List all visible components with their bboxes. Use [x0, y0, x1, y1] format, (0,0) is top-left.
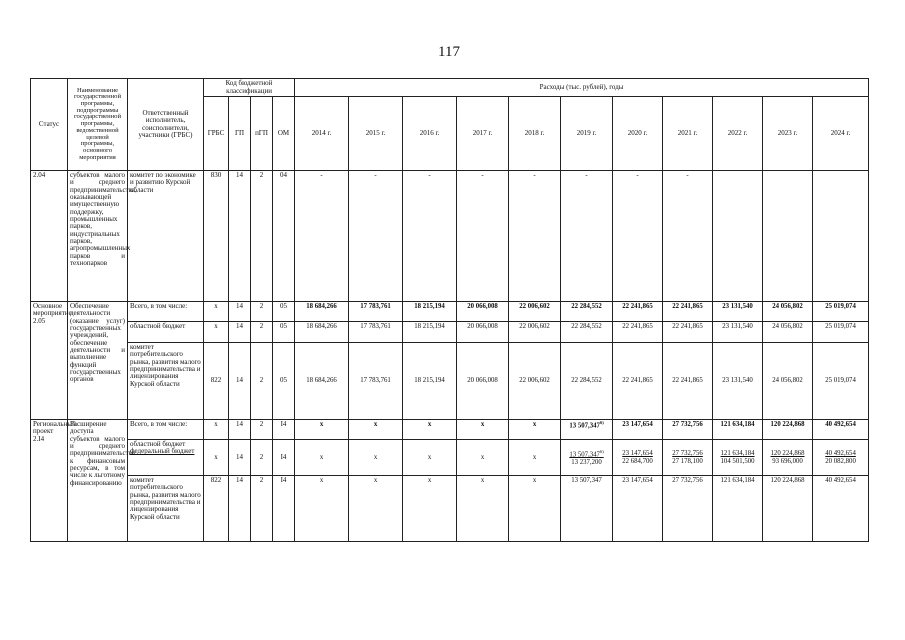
code-cell: 2	[251, 302, 273, 322]
value-text: 13 507,347	[569, 450, 600, 458]
header-year: 2018 г.	[509, 97, 561, 171]
value-cell	[713, 171, 763, 302]
value-cell: 40 492,654	[813, 420, 869, 440]
header-year: 2024 г.	[813, 97, 869, 171]
value-cell: -	[403, 171, 457, 302]
code-cell: х	[204, 322, 229, 343]
value-cell: 20 066,008	[457, 322, 509, 343]
header-name: Наименование государственной программы, подпрограммы государственной программы, ведомственной целевой программы, основного мероприятия	[68, 79, 128, 171]
value-cell: 17 783,761	[349, 343, 403, 420]
value-cell: 22 241,865	[613, 302, 663, 322]
header-year: 2014 г.	[295, 97, 349, 171]
value-cell: 27 732,756	[663, 420, 713, 440]
value-cell: 13 507,347	[561, 476, 613, 542]
value-cell: 18 215,194	[403, 322, 457, 343]
code-cell: 14	[229, 420, 251, 440]
value-cell: 18 215,194	[403, 343, 457, 420]
value-cell: 22 006,602	[509, 302, 561, 322]
value-cell: х	[349, 420, 403, 440]
code-cell: 2	[251, 440, 273, 476]
federal-value: 20 082,800	[825, 457, 856, 465]
value-cell: 23 147,654	[613, 476, 663, 542]
value-cell: 40 492,654	[813, 476, 869, 542]
row-status: Региональный проект 2.I4	[31, 420, 68, 542]
code-cell: 04	[273, 171, 295, 302]
value-cell	[713, 440, 763, 476]
row-responsible: комитет потребительского рынка, развития малого предпринимательства и лицензирования Курской области	[128, 476, 204, 542]
code-cell: I4	[273, 476, 295, 542]
value-cell: 20 066,008	[457, 343, 509, 420]
table-row	[31, 343, 869, 420]
value-cell: х	[295, 420, 349, 440]
header-year: 2022 г.	[713, 97, 763, 171]
row-responsible: комитет потребительского рынка, развития малого предпринимательства и лицензирования Курской области	[128, 343, 204, 420]
code-cell: I4	[273, 440, 295, 476]
header-year: 2020 г.	[613, 97, 663, 171]
value-cell: 24 056,802	[763, 302, 813, 322]
value-cell: -	[457, 171, 509, 302]
regional-value: 121 634,184	[720, 449, 755, 457]
code-cell: 05	[273, 322, 295, 343]
value-cell: 22 241,865	[613, 343, 663, 420]
header-year: 2016 г.	[403, 97, 457, 171]
value-cell: х	[349, 476, 403, 542]
row-name: Обеспечение деятельности (оказание услуг) государственных учреждений, обеспечение деятельности и выполнение функций государственных органов	[68, 302, 128, 420]
code-cell: I4	[273, 420, 295, 440]
table-row	[31, 420, 869, 440]
row-responsible: комитет по экономике и развитию Курской области	[128, 171, 204, 302]
value-cell: 25 019,074	[813, 322, 869, 343]
footnote-mark: 6)	[599, 420, 604, 425]
value-cell: 17 783,761	[349, 302, 403, 322]
value-cell: х	[457, 476, 509, 542]
value-cell: 22 284,552	[561, 322, 613, 343]
value-cell: 23 131,540	[713, 343, 763, 420]
code-cell: 830	[204, 171, 229, 302]
value-cell: 25 019,074	[813, 302, 869, 322]
value-cell: 18 684,266	[295, 322, 349, 343]
value-cell: х	[457, 440, 509, 476]
header-year: 2015 г.	[349, 97, 403, 171]
value-cell: 18 684,266	[295, 343, 349, 420]
value-cell	[561, 440, 613, 476]
row-name: субъектов малого и среднего предпринимательства, оказывающей имущественную поддержку, промышленных парков, индустриальных парков, агропромышленных парков и технопарков	[68, 171, 128, 302]
federal-value: 104 501,500	[720, 457, 755, 465]
value-cell	[763, 440, 813, 476]
header-budget-code: Код бюджетной классификации	[204, 79, 295, 97]
value-cell: 18 215,194	[403, 302, 457, 322]
table-row	[31, 302, 869, 322]
header-code-col: ГРБС	[204, 97, 229, 171]
budget-federal-label: федеральный бюджет	[130, 447, 195, 456]
code-cell: 05	[273, 302, 295, 322]
code-cell: 822	[204, 343, 229, 420]
code-cell: х	[204, 302, 229, 322]
value-cell: х	[403, 420, 457, 440]
page-number: 117	[438, 44, 460, 60]
value-cell: 23 131,540	[713, 322, 763, 343]
row-status: Основное мероприятие 2.05	[31, 302, 68, 420]
value-cell: х	[509, 440, 561, 476]
federal-value: 93 696,000	[772, 457, 803, 465]
row-responsible: областной бюджет	[128, 322, 204, 343]
value-cell: 23 147,654	[613, 420, 663, 440]
value-cell: х	[349, 440, 403, 476]
code-cell: 14	[229, 322, 251, 343]
row-responsible: Всего, в том числе:	[128, 420, 204, 440]
value-cell	[663, 440, 713, 476]
value-cell: -	[561, 171, 613, 302]
regional-value: 40 492,654	[825, 449, 856, 457]
header-code-col: ОМ	[273, 97, 295, 171]
federal-value: 27 178,100	[672, 457, 703, 465]
header-code-col: пГП	[251, 97, 273, 171]
value-cell: 22 006,602	[509, 322, 561, 343]
code-cell: 14	[229, 302, 251, 322]
value-cell	[613, 440, 663, 476]
code-cell: 14	[229, 343, 251, 420]
value-cell	[763, 171, 813, 302]
header-year: 2019 г.	[561, 97, 613, 171]
regional-value	[563, 449, 610, 459]
row-status: 2.04	[31, 171, 68, 302]
value-cell: -	[509, 171, 561, 302]
value-cell: 120 224,868	[763, 476, 813, 542]
value-cell: 22 241,865	[663, 343, 713, 420]
federal-value: 22 684,700	[622, 457, 653, 465]
table-row	[31, 322, 869, 343]
code-cell: 2	[251, 476, 273, 542]
value-cell: -	[613, 171, 663, 302]
header-year: 2023 г.	[763, 97, 813, 171]
row-responsible	[128, 440, 204, 476]
code-cell: 14	[229, 476, 251, 542]
value-cell: х	[457, 420, 509, 440]
table-row	[31, 476, 869, 542]
budget-table	[30, 78, 869, 542]
value-cell: 22 006,602	[509, 343, 561, 420]
value-cell: 24 056,802	[763, 343, 813, 420]
federal-value: 13 237,200	[571, 458, 602, 466]
code-cell: 2	[251, 420, 273, 440]
value-cell: 20 066,008	[457, 302, 509, 322]
value-cell	[813, 171, 869, 302]
code-cell: х	[204, 440, 229, 476]
code-cell: 14	[229, 171, 251, 302]
value-cell: 24 056,802	[763, 322, 813, 343]
header-code-col: ГП	[229, 97, 251, 171]
value-cell: -	[349, 171, 403, 302]
value-cell: х	[295, 440, 349, 476]
code-cell: 2	[251, 171, 273, 302]
row-responsible: Всего, в том числе:	[128, 302, 204, 322]
value-cell: 22 284,552	[561, 302, 613, 322]
header-expenses: Расходы (тыс. рублей), годы	[295, 79, 869, 97]
row-name: Расширение доступа субъектов малого и среднего предпринимательства к финансовым ресурсам, в том числе к льготному финансированию	[68, 420, 128, 542]
value-cell: -	[295, 171, 349, 302]
value-cell: х	[509, 476, 561, 542]
header-year: 2017 г.	[457, 97, 509, 171]
code-cell: 2	[251, 343, 273, 420]
value-cell: 120 224,868	[763, 420, 813, 440]
value-cell: 18 684,266	[295, 302, 349, 322]
header-responsible: Ответственный исполнитель, соисполнители, участники (ГРБС)	[128, 79, 204, 171]
value-cell	[813, 440, 869, 476]
value-text: 13 507,347	[569, 422, 600, 430]
value-cell: х	[403, 476, 457, 542]
header-year: 2021 г.	[663, 97, 713, 171]
value-cell: х	[403, 440, 457, 476]
value-cell: 22 284,552	[561, 343, 613, 420]
code-cell: 822	[204, 476, 229, 542]
regional-value: 120 224,868	[770, 449, 805, 457]
value-cell	[561, 420, 613, 440]
regional-value: 23 147,654	[622, 449, 653, 457]
table-row	[31, 440, 869, 476]
value-cell: 23 131,540	[713, 302, 763, 322]
value-cell: 121 634,184	[713, 420, 763, 440]
value-cell: 22 241,865	[663, 322, 713, 343]
header-status: Статус	[31, 79, 68, 171]
code-cell: 14	[229, 440, 251, 476]
value-cell: 27 732,756	[663, 476, 713, 542]
regional-value: 27 732,756	[672, 449, 703, 457]
code-cell: х	[204, 420, 229, 440]
value-cell: 22 241,865	[613, 322, 663, 343]
value-cell: х	[295, 476, 349, 542]
value-cell: 17 783,761	[349, 322, 403, 343]
code-cell: 05	[273, 343, 295, 420]
table-row	[31, 171, 869, 302]
value-cell: 25 019,074	[813, 343, 869, 420]
value-cell: 22 241,865	[663, 302, 713, 322]
budget-regional-label: областной бюджет	[130, 440, 186, 448]
value-cell: 121 634,184	[713, 476, 763, 542]
value-cell: -	[663, 171, 713, 302]
code-cell: 2	[251, 322, 273, 343]
value-cell: х	[509, 420, 561, 440]
footnote-mark: 6)	[599, 448, 604, 454]
